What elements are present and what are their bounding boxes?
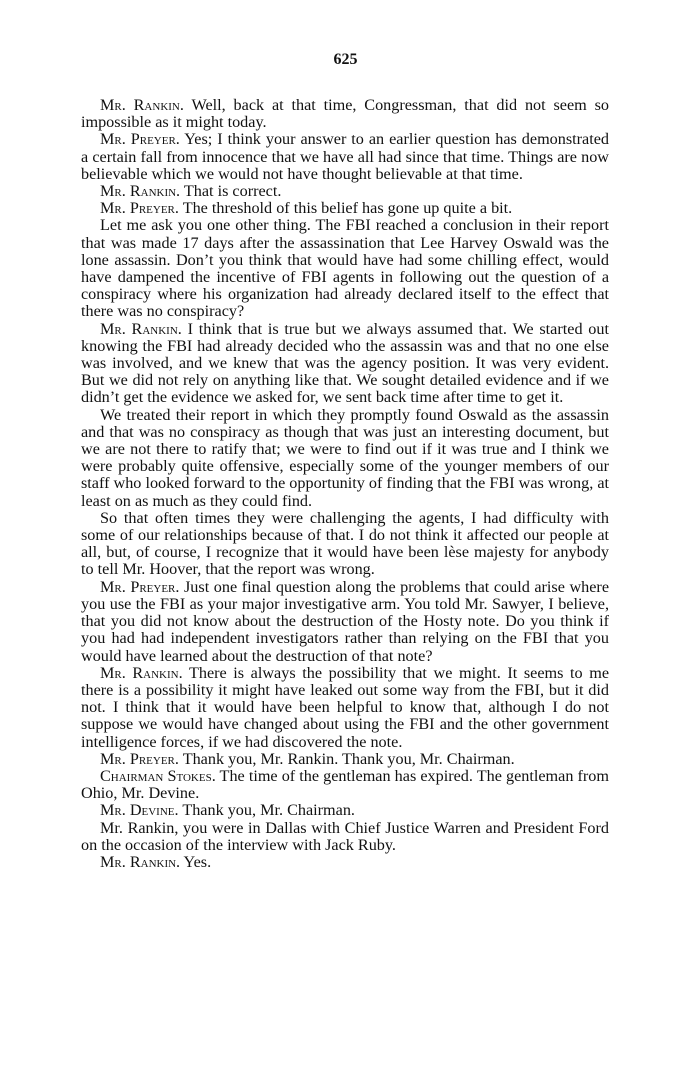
page-number: 625 [333,51,358,68]
paragraph-text: There is always the possibility that we might. It seems to me there is a possibility it might have leaked out some way from the FBI, but it did not. I think that it would have been helpful to know that, although I do not suppose we would have changed about using the FBI and the other government intelligence forces, if we had discovered the note. [81,663,609,751]
paragraph [81,854,609,871]
paragraph [81,751,609,768]
paragraph-text: Just one final question along the problems that could arise where you use the FBI as your major investigative arm. You told Mr. Sawyer, I believe, that you did not know about the destruction of the Hosty note. Do you think if you had had independent investigators rather than relying on the FBI that you would have learned about the destruction of that note? [81,577,610,665]
paragraph-text: Thank you, Mr. Rankin. Thank you, Mr. Chairman. [178,749,515,768]
paragraph [81,131,609,183]
paragraph [81,768,609,802]
paragraph [81,97,609,131]
paragraph [81,183,609,200]
paragraph [81,665,609,751]
speaker-name: Mr. Rankin. [100,663,183,682]
paragraph-text: We treated their report in which they promptly found Oswald as the assassin and that was no conspiracy as though that was just an interesting document, but we are not there to ratify that; we were to find out if it was true and I think we were probably quite offensive, especially some of the younger members of our staff who looked forward to the opportunity of finding that the FBI was wrong, at least on as much as they could find. [81,405,609,510]
paragraph-text: That is correct. [180,182,282,201]
paragraph [81,579,609,665]
speaker-name: Mr. Rankin. [100,96,184,114]
paragraph-text: Well, back at that time, Congressman, that did not seem so impossible as it might today. [81,96,610,132]
paragraph-text: Let me ask you one other thing. The FBI reached a conclusion in their report that was made 17 days after the assassination that Lee Harvey Oswald was the lone assassin. Don’t you think that would have had some chilling effect, would have dampened the incentive of FBI agents in following out the question of a conspiracy where his organization had already declared itself to the effect that there was no conspiracy? [81,216,609,321]
paragraph-text: Yes. [180,852,212,871]
speaker-name: Mr. Preyer. [100,749,179,768]
paragraph-text: I think that is true but we always assumed that. We started out knowing the FBI had already decided who the assassin was and that no one else was involved, and we knew that was the agency position. It was very evident. But we did not rely on anything like that. We sought detailed evidence and if we didn’t get the evidence we asked for, we sent back time after time to get it. [81,319,609,407]
paragraph-text: Yes; I think your answer to an earlier question has demonstrated a certain fall from innocence that we have all had since that time. Things are now believable which we would not have thought believable at that time. [81,130,609,183]
paragraph [81,802,609,819]
speaker-name: Mr. Preyer. [100,577,180,596]
paragraph [81,217,609,320]
paragraph [81,820,609,854]
speaker-name: Mr. Devine. [100,801,179,820]
speaker-name: Mr. Rankin. [100,319,182,338]
paragraph-text: The threshold of this belief has gone up quite a bit. [178,199,513,218]
paragraph [81,407,609,510]
speaker-name: Mr. Preyer. [100,199,179,218]
speaker-name: Chairman Stokes. [100,766,216,785]
paragraph [81,200,609,217]
transcript-body [81,97,609,871]
paragraph-text: The time of the gentleman has expired. The gentleman from Ohio, Mr. Devine. [81,766,609,803]
paragraph-text: Thank you, Mr. Chairman. [178,801,355,820]
speaker-name: Mr. Rankin. [100,852,181,871]
paragraph-text: So that often times they were challenging the agents, I had difficulty with some of our relationships because of that. I do not think it affected our people at all, but, of course, I recognize that it would have been lèse majesty for anybody to tell Mr. Hoover, that the report was wrong. [81,508,609,579]
speaker-name: Mr. Preyer. [100,130,180,149]
speaker-name: Mr. Rankin. [100,182,181,201]
paragraph [81,321,609,407]
paragraph [81,510,609,579]
paragraph-text: Mr. Rankin, you were in Dallas with Chief Justice Warren and President Ford on the occasion of the interview with Jack Ruby. [81,818,609,854]
